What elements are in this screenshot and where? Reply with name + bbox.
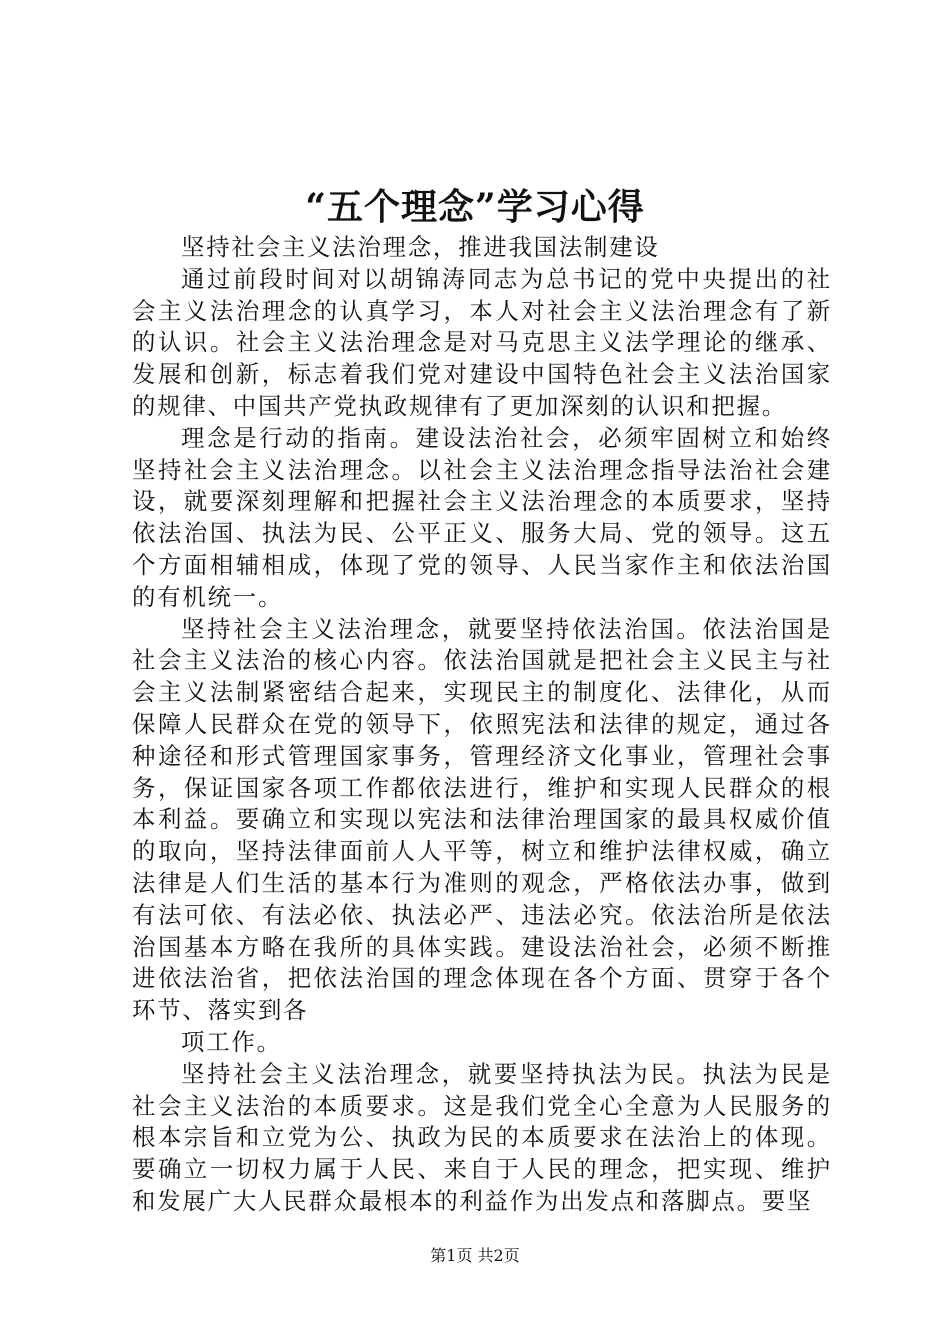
body-paragraph-5: 坚持社会主义法治理念，就要坚持执法为民。执法为民是社会主义法治的本质要求。这是我们党全心全意为人民服务的根本宗旨和立党为公、执政为民的本质要求在法治上的体现。要确立一切权力属于人民、来自于人民的理念，把实现、维护和发展广大人民群众最根本的利益作为出发点和落脚点。要坚 [132, 1059, 832, 1215]
body-paragraph-2: 理念是行动的指南。建设法治社会，必须牢固树立和始终坚持社会主义法治理念。以社会主义法治理念指导法治社会建设，就要深刻理解和把握社会主义法治理念的本质要求，坚持依法治国、执法为民、公平正义、服务大局、党的领导。这五个方面相辅相成，体现了党的领导、人民当家作主和依法治国的有机统一。 [132, 423, 832, 611]
body-paragraph-4: 项工作。 [181, 1027, 282, 1056]
subtitle-paragraph: 坚持社会主义法治理念，推进我国法制建设 [181, 233, 660, 261]
document-title: “五个理念”学习心得 [305, 186, 645, 228]
body-paragraph-1: 通过前段时间对以胡锦涛同志为总书记的党中央提出的社会主义法治理念的认真学习，本人对社会主义法治理念有了新的认识。社会主义法治理念是对马克思主义法学理论的继承、发展和创新，标志着我们党对建设中国特色社会主义法治国家的规律、中国共产党执政规律有了更加深刻的认识和把握。 [132, 264, 832, 420]
document-body [132, 232, 832, 1218]
body-paragraph-3: 坚持社会主义法治理念，就要坚持依法治国。依法治国是社会主义法治的核心内容。依法治国就是把社会主义民主与社会主义法制紧密结合起来，实现民主的制度化、法律化，从而保障人民群众在党的领导下，依照宪法和法律的规定，通过各种途径和形式管理国家事务，管理经济文化事业，管理社会事务，保证国家各项工作都依法进行，维护和实现人民群众的根本利益。要确立和实现以宪法和法律治理国家的最具权威价值的取向，坚持法律面前人人平等，树立和维护法律权威，确立法律是人们生活的基本行为准则的观念，严格依法办事，做到有法可依、有法必依、执法必严、违法必究。依法治所是依法治国基本方略在我所的具体实践。建设法治社会，必须不断推进依法治省，把依法治国的理念体现在各个方面、贯穿于各个环节、落实到各 [132, 614, 832, 1025]
page-number-footer: 第1页 共2页 [430, 1246, 520, 1265]
